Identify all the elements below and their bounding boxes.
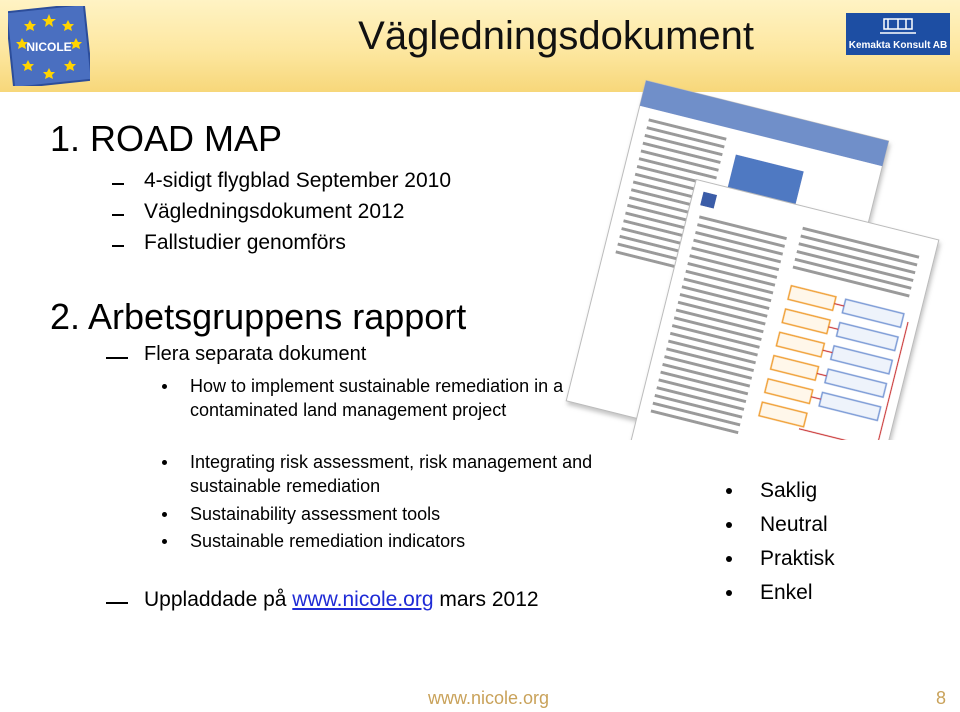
bullet-marker: [162, 460, 167, 465]
bullet-marker: [162, 384, 167, 389]
upload-suffix: mars 2012: [433, 588, 539, 611]
quality-item-1: Saklig: [760, 479, 818, 502]
report-intro: Flera separata dokument: [144, 343, 367, 365]
report-subitem-3: Sustainability assessment tools: [190, 504, 441, 524]
report-thumbnail-image: [548, 60, 960, 440]
dash-marker: [112, 214, 124, 216]
quality-item-3: Praktisk: [760, 547, 835, 570]
report-subitem-1: How to implement sustainable remediation in a contaminated land management project: [190, 376, 564, 420]
kemakta-logo-text: Kemakta Konsult AB: [848, 40, 948, 51]
kemakta-logo: [846, 13, 950, 55]
dash-marker: [106, 357, 128, 359]
upload-line: [144, 588, 539, 612]
dash-marker: [112, 183, 124, 185]
road-map-heading: 1. ROAD MAP: [50, 118, 283, 159]
upload-prefix: Uppladdade på: [144, 588, 293, 611]
bullet-marker: [162, 512, 167, 517]
page-number: 8: [936, 688, 947, 708]
bullet-marker: [726, 488, 732, 494]
page-title: Vägledningsdokument: [358, 14, 754, 58]
nicole-org-link[interactable]: www.nicole.org: [292, 588, 434, 611]
road-map-item-3: Fallstudier genomförs: [144, 231, 346, 254]
nicole-logo-text: NICOLE: [26, 40, 72, 54]
nicole-logo: [8, 6, 90, 86]
road-map-item-1: 4-sidigt flygblad September 2010: [144, 169, 452, 192]
report-subitem-2: Integrating risk assessment, risk management and sustainable remediation: [190, 452, 593, 496]
quality-item-2: Neutral: [760, 513, 828, 536]
bullet-marker: [162, 539, 167, 544]
road-map-item-2: Vägledningsdokument 2012: [144, 200, 405, 223]
quality-item-4: Enkel: [760, 581, 813, 604]
dash-marker: [112, 245, 124, 247]
bullet-marker: [726, 556, 732, 562]
dash-marker: [106, 602, 128, 604]
footer-url: www.nicole.org: [428, 688, 550, 708]
bullet-marker: [726, 522, 732, 528]
report-subitem-4: Sustainable remediation indicators: [190, 531, 466, 551]
bullet-marker: [726, 590, 732, 596]
report-heading: 2. Arbetsgruppens rapport: [50, 296, 467, 337]
